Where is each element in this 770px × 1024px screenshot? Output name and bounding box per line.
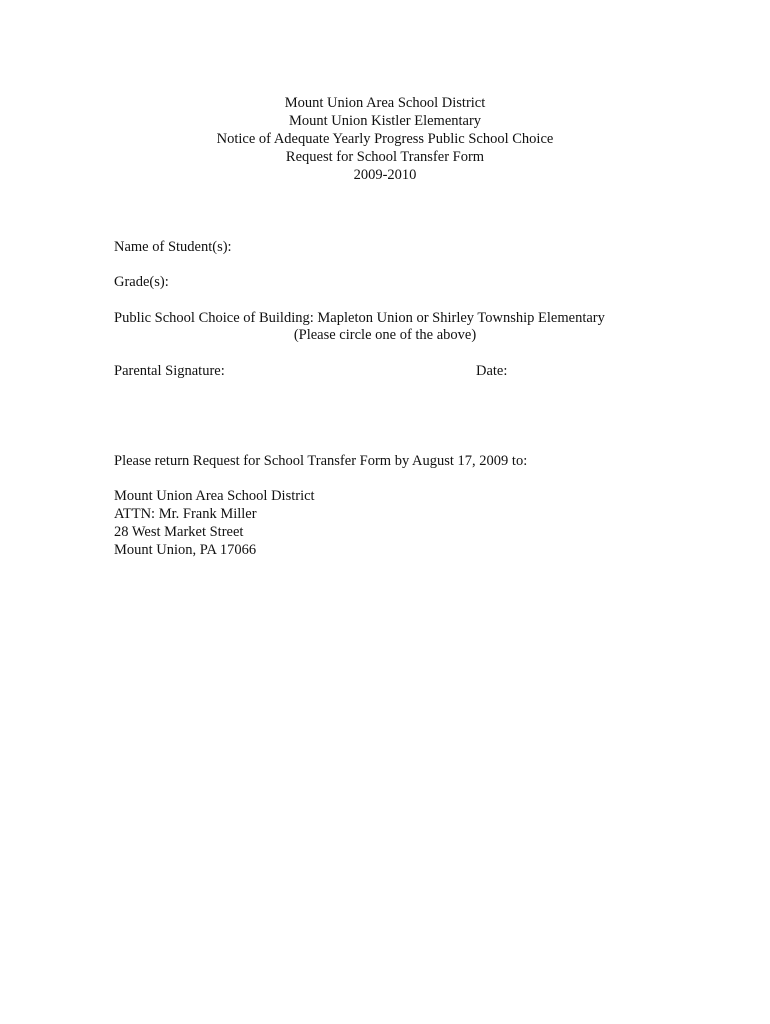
district-name: Mount Union Area School District: [284, 95, 486, 111]
grades-field-label: Grade(s):: [114, 274, 169, 290]
address-line-district: Mount Union Area School District: [114, 488, 315, 504]
address-line-attention: ATTN: Mr. Frank Miller: [114, 506, 257, 522]
parental-signature-label: Parental Signature:: [114, 363, 225, 379]
document-header: [0, 94, 770, 184]
date-field-label: Date:: [476, 363, 508, 379]
school-year: 2009-2010: [353, 167, 417, 183]
choice-instruction-note: (Please circle one of the above): [293, 327, 477, 343]
school-name: Mount Union Kistler Elementary: [288, 113, 482, 129]
return-instructions: Please return Request for School Transfer Form by August 17, 2009 to:: [114, 453, 528, 469]
mailing-address: [114, 487, 315, 559]
notice-title: Notice of Adequate Yearly Progress Public School Choice: [216, 131, 554, 147]
address-line-street: 28 West Market Street: [114, 524, 244, 540]
form-title: Request for School Transfer Form: [285, 149, 485, 165]
school-choice-field-label: Public School Choice of Building: Mapleton Union or Shirley Township Elementary: [114, 310, 605, 326]
address-line-city: Mount Union, PA 17066: [114, 542, 257, 558]
students-field-label: Name of Student(s):: [114, 239, 232, 255]
